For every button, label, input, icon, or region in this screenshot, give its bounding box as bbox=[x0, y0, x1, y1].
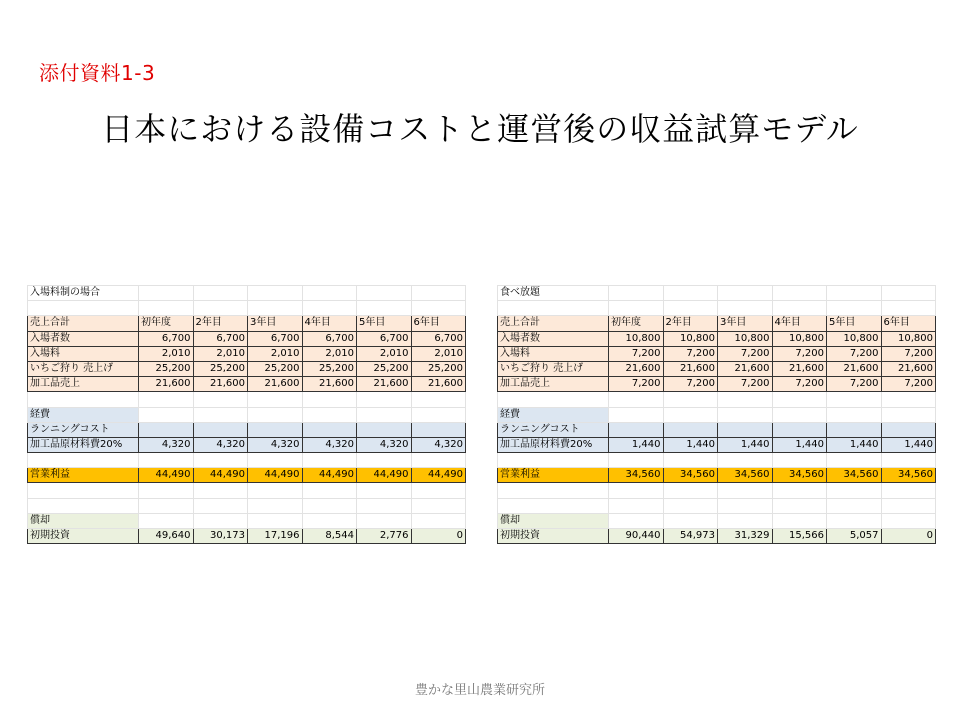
cell-value bbox=[248, 453, 303, 468]
cell-value: 25,200 bbox=[302, 361, 357, 376]
cell-value bbox=[881, 422, 936, 437]
cell-value: 6,700 bbox=[357, 331, 412, 346]
table-row bbox=[498, 377, 936, 392]
cell-value bbox=[609, 407, 664, 422]
cell-value: 2,010 bbox=[248, 346, 303, 361]
cell-value: 7,200 bbox=[663, 346, 718, 361]
cell-value: 4,320 bbox=[248, 437, 303, 452]
table-row bbox=[28, 361, 466, 376]
blank-row bbox=[28, 483, 466, 498]
investment-row bbox=[28, 529, 466, 544]
profit-row bbox=[28, 468, 466, 483]
cell-value: 34,560 bbox=[609, 468, 664, 483]
running-cost-label: ランニングコスト bbox=[498, 422, 609, 437]
sales-label: 加工品売上 bbox=[28, 377, 139, 392]
column-header: 3年目 bbox=[718, 316, 773, 331]
cell-value: 10,800 bbox=[718, 331, 773, 346]
cell-value bbox=[718, 422, 773, 437]
page-title: 日本における設備コストと運営後の収益試算モデル bbox=[101, 110, 859, 148]
cell-value bbox=[772, 513, 827, 528]
cell-value: 2,010 bbox=[302, 346, 357, 361]
cell-value: 1,440 bbox=[718, 437, 773, 452]
cell-value bbox=[411, 392, 466, 407]
cell-value: 31,329 bbox=[718, 529, 773, 544]
cell-value: 4,320 bbox=[302, 437, 357, 452]
running-cost-label: ランニングコスト bbox=[28, 422, 139, 437]
cell-value bbox=[609, 286, 664, 301]
column-header: 5年目 bbox=[827, 316, 882, 331]
cell-value bbox=[357, 498, 412, 513]
cell-value: 21,600 bbox=[411, 377, 466, 392]
cell-value bbox=[411, 422, 466, 437]
cell-value bbox=[411, 407, 466, 422]
profit-label: 営業利益 bbox=[498, 468, 609, 483]
cell-value bbox=[193, 498, 248, 513]
cell-value bbox=[357, 513, 412, 528]
cell-value bbox=[718, 301, 773, 316]
cell-value: 90,440 bbox=[609, 529, 664, 544]
cell-value bbox=[772, 422, 827, 437]
depreciation-row bbox=[28, 513, 466, 528]
cell-value bbox=[302, 392, 357, 407]
cell-value: 7,200 bbox=[718, 377, 773, 392]
cell-value: 21,600 bbox=[827, 361, 882, 376]
cell-value bbox=[663, 513, 718, 528]
cell-value: 25,200 bbox=[357, 361, 412, 376]
cell-value: 21,600 bbox=[357, 377, 412, 392]
cell-value bbox=[193, 301, 248, 316]
material-cost-label: 加工品原材料費20% bbox=[28, 437, 139, 452]
cell-value bbox=[139, 392, 194, 407]
cell-value: 0 bbox=[881, 529, 936, 544]
column-header: 6年目 bbox=[411, 316, 466, 331]
cell-value: 10,800 bbox=[609, 331, 664, 346]
cell-value bbox=[718, 513, 773, 528]
cell-value bbox=[302, 498, 357, 513]
cell-value: 10,800 bbox=[663, 331, 718, 346]
cell-value: 21,600 bbox=[193, 377, 248, 392]
cell-value bbox=[357, 422, 412, 437]
attachment-label: 添付資料1-3 bbox=[39, 61, 156, 85]
cell-value bbox=[193, 513, 248, 528]
table-row bbox=[28, 331, 466, 346]
cell-value: 21,600 bbox=[609, 361, 664, 376]
depreciation-label: 償却 bbox=[28, 513, 139, 528]
cell-value: 1,440 bbox=[772, 437, 827, 452]
cell-value: 7,200 bbox=[827, 377, 882, 392]
cell-value bbox=[248, 498, 303, 513]
cell-value bbox=[881, 407, 936, 422]
cell-value: 10,800 bbox=[772, 331, 827, 346]
cell-value: 6,700 bbox=[139, 331, 194, 346]
material-cost-label: 加工品原材料費20% bbox=[498, 437, 609, 452]
cell-value bbox=[881, 286, 936, 301]
cell-value bbox=[357, 301, 412, 316]
cell-value: 7,200 bbox=[881, 346, 936, 361]
cell-value bbox=[357, 483, 412, 498]
cell-value: 17,196 bbox=[248, 529, 303, 544]
blank-row bbox=[28, 392, 466, 407]
cell-value: 21,600 bbox=[881, 361, 936, 376]
column-header: 6年目 bbox=[881, 316, 936, 331]
cell-value: 21,600 bbox=[772, 361, 827, 376]
cell-value bbox=[139, 286, 194, 301]
cell-value bbox=[827, 392, 882, 407]
cell-value: 5,057 bbox=[827, 529, 882, 544]
blank-row bbox=[498, 498, 936, 513]
blank-cell bbox=[28, 301, 139, 316]
cell-value: 6,700 bbox=[248, 331, 303, 346]
cell-value bbox=[772, 498, 827, 513]
cell-value bbox=[827, 483, 882, 498]
blank-row bbox=[498, 301, 936, 316]
cell-value bbox=[663, 286, 718, 301]
cell-value: 6,700 bbox=[302, 331, 357, 346]
column-header: 4年目 bbox=[302, 316, 357, 331]
cell-value: 7,200 bbox=[609, 377, 664, 392]
cell-value bbox=[248, 422, 303, 437]
table-caption: 食べ放題 bbox=[498, 286, 609, 301]
cell-value: 44,490 bbox=[193, 468, 248, 483]
cell-value: 7,200 bbox=[772, 377, 827, 392]
cell-value bbox=[663, 392, 718, 407]
cell-value bbox=[881, 392, 936, 407]
cell-value bbox=[663, 407, 718, 422]
cell-value bbox=[139, 422, 194, 437]
cell-value: 21,600 bbox=[248, 377, 303, 392]
cell-value: 4,320 bbox=[139, 437, 194, 452]
cell-value: 2,010 bbox=[357, 346, 412, 361]
cell-value bbox=[139, 498, 194, 513]
blank-row bbox=[498, 392, 936, 407]
cell-value bbox=[881, 453, 936, 468]
cell-value: 34,560 bbox=[827, 468, 882, 483]
cell-value: 7,200 bbox=[827, 346, 882, 361]
cell-value: 4,320 bbox=[193, 437, 248, 452]
cell-value bbox=[772, 407, 827, 422]
cell-value bbox=[193, 483, 248, 498]
sales-label: 入場者数 bbox=[498, 331, 609, 346]
expense-row bbox=[28, 407, 466, 422]
cell-value bbox=[609, 513, 664, 528]
blank-cell bbox=[28, 498, 139, 513]
cell-value bbox=[663, 483, 718, 498]
cell-value bbox=[302, 513, 357, 528]
cell-value bbox=[357, 407, 412, 422]
profit-label: 営業利益 bbox=[28, 468, 139, 483]
cell-value bbox=[772, 286, 827, 301]
cell-value bbox=[609, 498, 664, 513]
blank-cell bbox=[498, 392, 609, 407]
cell-value: 15,566 bbox=[772, 529, 827, 544]
cell-value bbox=[248, 301, 303, 316]
cell-value: 34,560 bbox=[772, 468, 827, 483]
cell-value bbox=[411, 483, 466, 498]
cell-value: 44,490 bbox=[248, 468, 303, 483]
cell-value bbox=[139, 407, 194, 422]
cell-value bbox=[411, 286, 466, 301]
cell-value bbox=[772, 392, 827, 407]
cell-value: 10,800 bbox=[881, 331, 936, 346]
profit-row bbox=[498, 468, 936, 483]
cell-value: 2,010 bbox=[411, 346, 466, 361]
cell-value bbox=[302, 301, 357, 316]
header-row bbox=[28, 316, 466, 331]
depreciation-label: 償却 bbox=[498, 513, 609, 528]
blank-cell bbox=[498, 483, 609, 498]
blank-cell bbox=[28, 483, 139, 498]
cell-value bbox=[718, 498, 773, 513]
cell-value bbox=[609, 422, 664, 437]
cell-value: 10,800 bbox=[827, 331, 882, 346]
total-label: 売上合計 bbox=[28, 316, 139, 331]
blank-cell bbox=[498, 453, 609, 468]
table-row bbox=[28, 377, 466, 392]
investment-row bbox=[498, 529, 936, 544]
cell-value bbox=[139, 483, 194, 498]
column-header: 5年目 bbox=[357, 316, 412, 331]
cell-value: 25,200 bbox=[248, 361, 303, 376]
column-header: 2年目 bbox=[193, 316, 248, 331]
cell-value: 30,173 bbox=[193, 529, 248, 544]
cell-value: 21,600 bbox=[302, 377, 357, 392]
cell-value bbox=[772, 453, 827, 468]
cell-value bbox=[718, 392, 773, 407]
right-table bbox=[497, 285, 936, 544]
cell-value: 21,600 bbox=[139, 377, 194, 392]
blank-row bbox=[498, 453, 936, 468]
running-cost-row bbox=[498, 422, 936, 437]
cell-value: 2,776 bbox=[357, 529, 412, 544]
cell-value: 21,600 bbox=[663, 361, 718, 376]
cell-value: 7,200 bbox=[718, 346, 773, 361]
cell-value bbox=[302, 422, 357, 437]
cell-value: 25,200 bbox=[411, 361, 466, 376]
blank-cell bbox=[498, 498, 609, 513]
cell-value bbox=[302, 483, 357, 498]
material-cost-row bbox=[28, 437, 466, 452]
cell-value bbox=[827, 286, 882, 301]
cell-value: 44,490 bbox=[357, 468, 412, 483]
cell-value: 8,544 bbox=[302, 529, 357, 544]
blank-row bbox=[28, 301, 466, 316]
cell-value: 2,010 bbox=[139, 346, 194, 361]
column-header: 初年度 bbox=[609, 316, 664, 331]
cell-value bbox=[193, 407, 248, 422]
cell-value bbox=[827, 513, 882, 528]
cell-value: 44,490 bbox=[302, 468, 357, 483]
blank-row bbox=[28, 498, 466, 513]
depreciation-row bbox=[498, 513, 936, 528]
cell-value: 44,490 bbox=[139, 468, 194, 483]
cell-value bbox=[302, 453, 357, 468]
cell-value bbox=[881, 513, 936, 528]
column-header: 3年目 bbox=[248, 316, 303, 331]
cell-value bbox=[663, 453, 718, 468]
cell-value bbox=[248, 483, 303, 498]
table-row bbox=[498, 331, 936, 346]
cell-value: 1,440 bbox=[881, 437, 936, 452]
cell-value bbox=[827, 407, 882, 422]
cell-value bbox=[609, 301, 664, 316]
total-label: 売上合計 bbox=[498, 316, 609, 331]
cell-value bbox=[772, 483, 827, 498]
cell-value bbox=[411, 301, 466, 316]
cell-value: 7,200 bbox=[881, 377, 936, 392]
cell-value bbox=[772, 301, 827, 316]
cell-value bbox=[248, 513, 303, 528]
cell-value: 7,200 bbox=[772, 346, 827, 361]
cell-value: 4,320 bbox=[411, 437, 466, 452]
caption-row bbox=[28, 286, 466, 301]
cell-value: 34,560 bbox=[718, 468, 773, 483]
sales-label: 入場料 bbox=[498, 346, 609, 361]
cell-value bbox=[718, 286, 773, 301]
cell-value: 1,440 bbox=[609, 437, 664, 452]
cell-value bbox=[663, 301, 718, 316]
cell-value: 25,200 bbox=[139, 361, 194, 376]
cell-value: 7,200 bbox=[663, 377, 718, 392]
column-header: 初年度 bbox=[139, 316, 194, 331]
cell-value bbox=[827, 422, 882, 437]
cell-value bbox=[193, 453, 248, 468]
header-row bbox=[498, 316, 936, 331]
cell-value: 44,490 bbox=[411, 468, 466, 483]
table-row bbox=[498, 346, 936, 361]
sales-label: 加工品売上 bbox=[498, 377, 609, 392]
cell-value: 1,440 bbox=[663, 437, 718, 452]
cell-value bbox=[881, 483, 936, 498]
sales-label: 入場料 bbox=[28, 346, 139, 361]
table-row bbox=[28, 346, 466, 361]
cell-value bbox=[302, 407, 357, 422]
investment-label: 初期投資 bbox=[498, 529, 609, 544]
cell-value bbox=[193, 422, 248, 437]
cell-value bbox=[248, 407, 303, 422]
column-header: 4年目 bbox=[772, 316, 827, 331]
cell-value: 7,200 bbox=[609, 346, 664, 361]
sales-label: いちご狩り 売上げ bbox=[28, 361, 139, 376]
cell-value bbox=[718, 407, 773, 422]
blank-row bbox=[28, 453, 466, 468]
cell-value: 21,600 bbox=[718, 361, 773, 376]
cell-value bbox=[827, 301, 882, 316]
cell-value bbox=[663, 498, 718, 513]
blank-cell bbox=[28, 392, 139, 407]
cell-value: 49,640 bbox=[139, 529, 194, 544]
cell-value: 6,700 bbox=[411, 331, 466, 346]
cell-value bbox=[881, 498, 936, 513]
cell-value bbox=[193, 286, 248, 301]
cell-value bbox=[139, 301, 194, 316]
cell-value bbox=[411, 513, 466, 528]
expense-row bbox=[498, 407, 936, 422]
material-cost-row bbox=[498, 437, 936, 452]
cell-value bbox=[411, 498, 466, 513]
cell-value bbox=[411, 453, 466, 468]
cell-value: 54,973 bbox=[663, 529, 718, 544]
blank-cell bbox=[28, 453, 139, 468]
column-header: 2年目 bbox=[663, 316, 718, 331]
cell-value: 34,560 bbox=[881, 468, 936, 483]
cell-value bbox=[827, 498, 882, 513]
cell-value bbox=[248, 286, 303, 301]
cell-value bbox=[357, 453, 412, 468]
cell-value bbox=[718, 453, 773, 468]
cell-value bbox=[357, 286, 412, 301]
cell-value bbox=[609, 453, 664, 468]
cell-value bbox=[139, 513, 194, 528]
cell-value bbox=[357, 392, 412, 407]
table-caption: 入場料制の場合 bbox=[28, 286, 139, 301]
cell-value bbox=[248, 392, 303, 407]
cell-value: 25,200 bbox=[193, 361, 248, 376]
caption-row bbox=[498, 286, 936, 301]
cell-value: 6,700 bbox=[193, 331, 248, 346]
cell-value bbox=[609, 483, 664, 498]
footer-org: 豊かな里山農業研究所 bbox=[414, 683, 545, 698]
cell-value bbox=[609, 392, 664, 407]
cell-value bbox=[881, 301, 936, 316]
running-cost-row bbox=[28, 422, 466, 437]
sales-label: 入場者数 bbox=[28, 331, 139, 346]
cell-value: 0 bbox=[411, 529, 466, 544]
cell-value bbox=[827, 453, 882, 468]
blank-row bbox=[498, 483, 936, 498]
cell-value: 4,320 bbox=[357, 437, 412, 452]
cell-value: 1,440 bbox=[827, 437, 882, 452]
blank-cell bbox=[498, 301, 609, 316]
sales-label: いちご狩り 売上げ bbox=[498, 361, 609, 376]
cell-value: 2,010 bbox=[193, 346, 248, 361]
expense-label: 経費 bbox=[498, 407, 609, 422]
investment-label: 初期投資 bbox=[28, 529, 139, 544]
cell-value: 34,560 bbox=[663, 468, 718, 483]
expense-label: 経費 bbox=[28, 407, 139, 422]
cell-value bbox=[193, 392, 248, 407]
table-row bbox=[498, 361, 936, 376]
cell-value bbox=[718, 483, 773, 498]
left-table bbox=[27, 285, 466, 544]
cell-value bbox=[139, 453, 194, 468]
cell-value bbox=[302, 286, 357, 301]
cell-value bbox=[663, 422, 718, 437]
